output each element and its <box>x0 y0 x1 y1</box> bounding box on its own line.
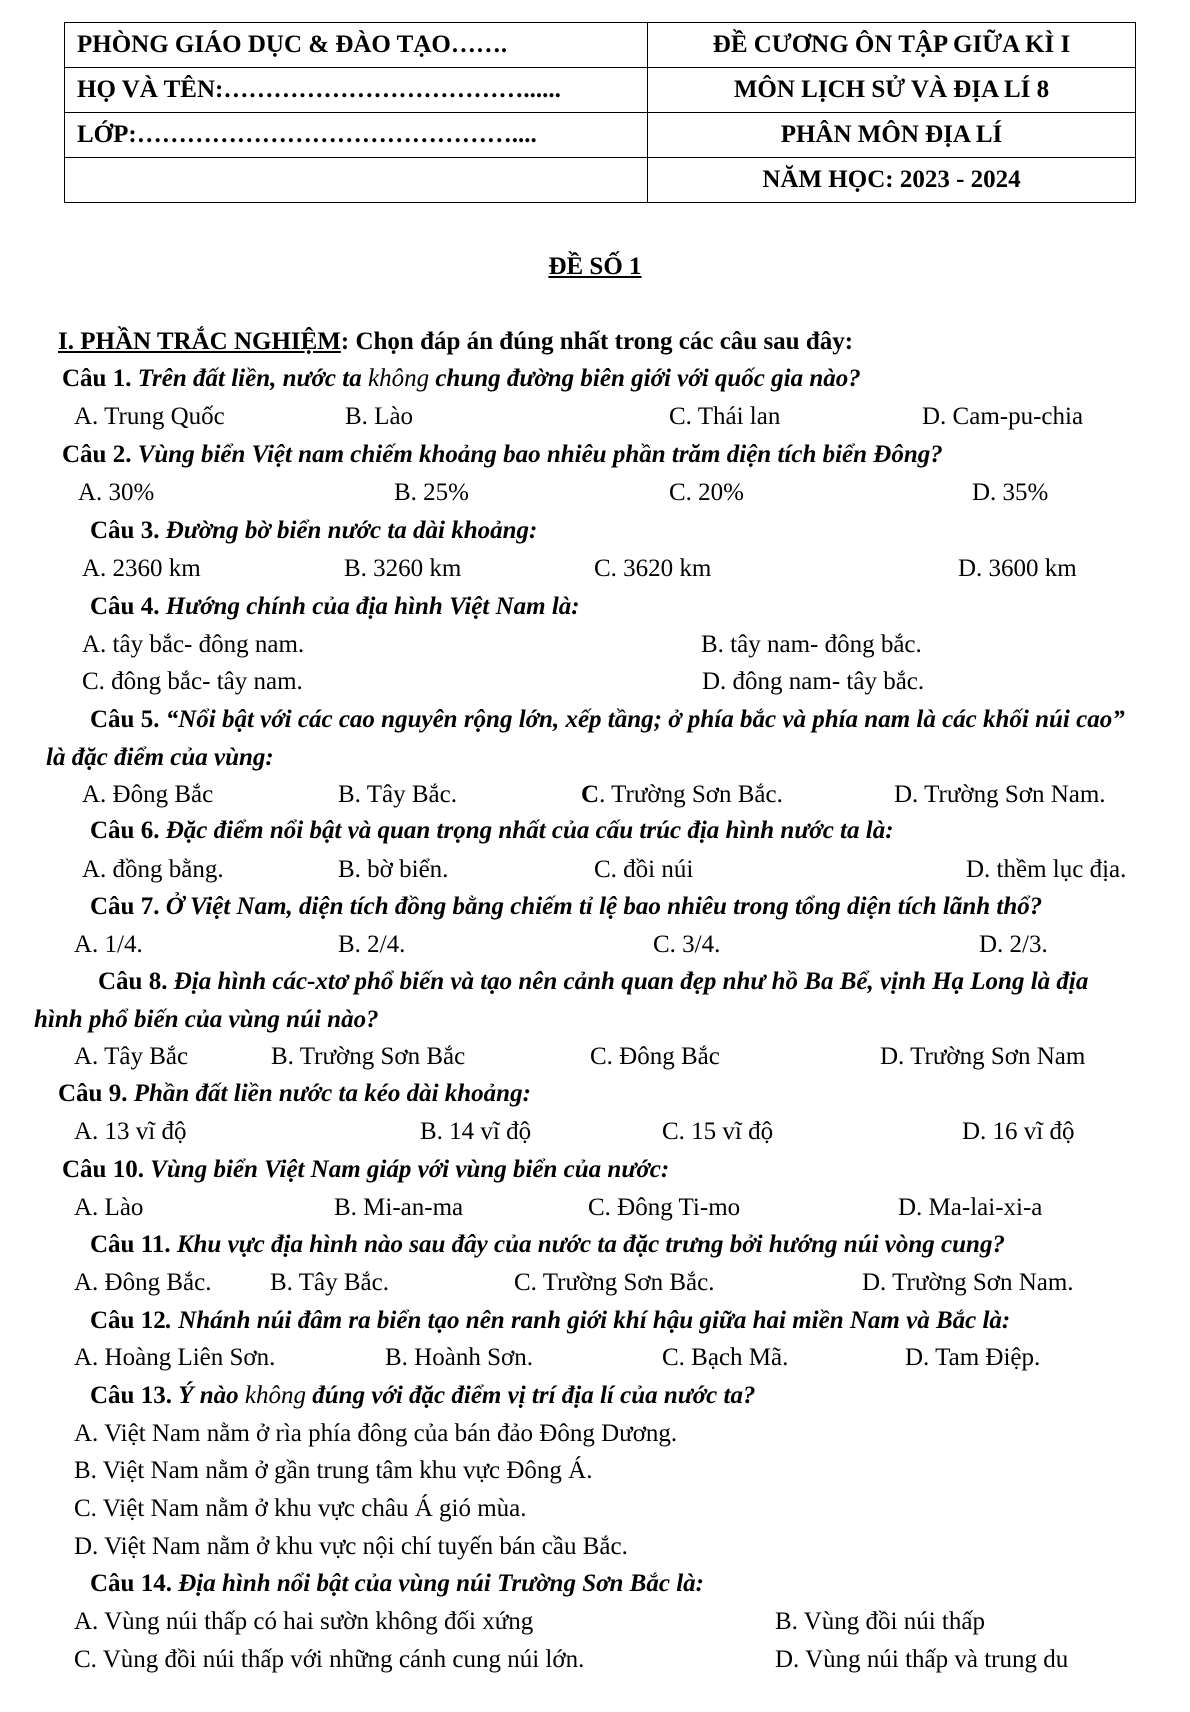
question-text: Đặc điểm nổi bật và quan trọng nhất của cấu trúc địa hình nước ta là: <box>159 817 894 844</box>
option-letter: C <box>581 781 600 808</box>
option-d: D. 2/3. <box>979 931 1048 958</box>
question-text: đúng với đặc điểm vị trí địa lí của nước ta? <box>306 1382 756 1409</box>
option-d: D. Trường Sơn Nam. <box>894 781 1106 808</box>
question-text: Địa hình các-xtơ phổ biến và tạo nên cảnh quan đẹp như hồ Ba Bể, vịnh Hạ Long là địa hình phổ biến của vùng núi nào? <box>34 968 1089 1033</box>
option-d: D. Trường Sơn Nam <box>880 1043 1086 1070</box>
question-10 <box>62 1155 669 1185</box>
option-text: . Trường Sơn Bắc. <box>599 781 783 808</box>
option-a: A. Việt Nam nằm ở rìa phía đông của bán đảo Đông Dương. <box>74 1420 678 1447</box>
option-d: D. 16 vĩ độ <box>962 1118 1075 1145</box>
option-a: A. Lào <box>74 1194 144 1221</box>
header-empty-cell <box>65 158 648 203</box>
question-text: Hướng chính của địa hình Việt Nam là: <box>159 593 580 620</box>
question-number: Câu 14. <box>90 1570 172 1597</box>
option-c: C. 20% <box>669 479 744 506</box>
option-c: C. 15 vĩ độ <box>662 1118 774 1145</box>
option-d: D. 35% <box>972 479 1049 506</box>
option-b: B. 25% <box>394 479 469 506</box>
option-c: C. Việt Nam nằm ở khu vực châu Á gió mùa. <box>74 1495 527 1522</box>
option-c: C. Vùng đồi núi thấp với những cánh cung núi lớn. <box>74 1646 585 1673</box>
header-department: PHÒNG GIÁO DỤC & ĐÀO TẠO……. <box>65 23 648 68</box>
question-number: Câu 13. <box>90 1382 172 1409</box>
question-text: chung đường biên giới với quốc gia nào? <box>429 365 861 392</box>
option-c <box>581 780 783 810</box>
question-4 <box>90 592 580 622</box>
question-text: Trên đất liền, nước ta <box>131 365 368 392</box>
question-number: Câu 4. <box>90 593 160 620</box>
question-text: Ở Việt Nam, diện tích đồng bằng chiếm tỉ lệ bao nhiêu trong tổng diện tích lãnh thổ? <box>159 893 1043 920</box>
option-a: A. tây bắc- đông nam. <box>82 631 305 658</box>
question-number: Câu 7. <box>90 893 160 920</box>
question-3 <box>90 516 537 546</box>
question-number: Câu 2. <box>62 441 132 468</box>
option-a: A. 13 vĩ độ <box>74 1118 187 1145</box>
option-d: D. Tam Điệp. <box>905 1344 1041 1371</box>
header-name-field: HỌ VÀ TÊN:………………………………...... <box>65 68 648 113</box>
option-d: D. Ma-lai-xi-a <box>898 1194 1043 1221</box>
header-school-year: NĂM HỌC: 2023 - 2024 <box>648 158 1136 203</box>
question-number: Câu 12 <box>90 1307 166 1334</box>
question-text: “Nổi bật với các cao nguyên rộng lớn, xếp tầng; ở phía bắc và phía nam là các khối núi cao” là đặc điểm của vùng: <box>46 706 1125 771</box>
question-11 <box>90 1230 1005 1260</box>
header-table <box>64 22 1136 203</box>
option-b: B. Tây Bắc. <box>270 1269 389 1296</box>
question-emphasis: không <box>367 365 430 392</box>
option-c: C. Thái lan <box>669 403 781 430</box>
question-6 <box>90 816 894 846</box>
option-c: C. 3620 km <box>594 555 712 582</box>
option-b: B. 2/4. <box>338 931 406 958</box>
option-a: A. 30% <box>78 479 155 506</box>
option-b: B. tây nam- đông bắc. <box>701 631 922 658</box>
option-a: A. Trung Quốc <box>74 403 225 430</box>
question-text: Vùng biển Việt nam chiếm khoảng bao nhiêu phần trăm diện tích biển Đông? <box>131 441 943 468</box>
header-sub-subject: PHÂN MÔN ĐỊA LÍ <box>648 113 1136 158</box>
section-instruction: : Chọn đáp án đúng nhất trong các câu sau đây: <box>340 328 854 355</box>
question-8 <box>34 963 1134 1039</box>
option-a: A. đồng bằng. <box>82 856 224 883</box>
question-text: Đường bờ biển nước ta dài khoảng: <box>159 517 538 544</box>
option-d: D. Vùng núi thấp và trung du <box>775 1646 1069 1673</box>
question-9 <box>58 1079 531 1109</box>
option-c: C. đồi núi <box>594 856 694 883</box>
option-d: D. Việt Nam nằm ở khu vực nội chí tuyến bán cầu Bắc. <box>74 1533 628 1560</box>
question-emphasis: không <box>244 1382 307 1409</box>
option-c: C. 3/4. <box>653 931 721 958</box>
header-doc-title: ĐỀ CƯƠNG ÔN TẬP GIỮA KÌ I <box>648 23 1136 68</box>
question-number: Câu 1. <box>62 365 132 392</box>
question-5 <box>46 701 1146 777</box>
option-b: B. 14 vĩ độ <box>420 1118 532 1145</box>
option-b: B. Hoành Sơn. <box>385 1344 533 1371</box>
header-subject: MÔN LỊCH SỬ VÀ ĐỊA LÍ 8 <box>648 68 1136 113</box>
section-title: I. PHẦN TRẮC NGHIỆM <box>58 328 341 355</box>
question-text: Vùng biển Việt Nam giáp với vùng biển của nước: <box>143 1156 670 1183</box>
question-13 <box>90 1381 755 1411</box>
option-d: D. 3600 km <box>958 555 1077 582</box>
option-b: B. Vùng đồi núi thấp <box>775 1608 985 1635</box>
option-b: B. Mi-an-ma <box>334 1194 464 1221</box>
option-b: B. Trường Sơn Bắc <box>271 1043 466 1070</box>
question-text: Ý nào <box>171 1382 245 1409</box>
option-c: C. Đông Ti-mo <box>588 1194 741 1221</box>
question-12 <box>90 1306 1010 1336</box>
option-c: C. Trường Sơn Bắc. <box>514 1269 715 1296</box>
question-number: Câu 5. <box>90 706 160 733</box>
option-a: A. 2360 km <box>82 555 201 582</box>
option-a: A. 1/4. <box>74 931 143 958</box>
option-d: D. Cam-pu-chia <box>922 403 1084 430</box>
option-b: B. 3260 km <box>344 555 462 582</box>
section-heading <box>58 328 853 356</box>
option-a: A. Đông Bắc. <box>74 1269 212 1296</box>
option-d: D. thềm lục địa. <box>966 856 1127 883</box>
header-class-field: LỚP:……………………………………….... <box>65 113 648 158</box>
option-a: A. Đông Bắc <box>82 781 214 808</box>
question-number: Câu 11. <box>90 1231 171 1258</box>
question-2 <box>62 440 943 470</box>
question-number: Câu 3. <box>90 517 160 544</box>
option-b: B. Lào <box>345 403 414 430</box>
exam-title: ĐỀ SỐ 1 <box>548 253 642 280</box>
question-number: Câu 8. <box>98 968 168 995</box>
question-1 <box>62 364 861 394</box>
question-number: Câu 6. <box>90 817 160 844</box>
option-b: B. bờ biển. <box>338 856 449 883</box>
option-a: A. Hoàng Liên Sơn. <box>74 1344 276 1371</box>
question-14 <box>90 1569 704 1599</box>
question-7 <box>90 892 1042 922</box>
option-d: D. đông nam- tây bắc. <box>702 668 925 695</box>
question-text: . Nhánh núi đâm ra biển tạo nên ranh giới khí hậu giữa hai miền Nam và Bắc là: <box>165 1307 1011 1334</box>
option-a: A. Vùng núi thấp có hai sườn không đối xứng <box>74 1608 534 1635</box>
question-number: Câu 9. <box>58 1080 128 1107</box>
question-number: Câu 10. <box>62 1156 144 1183</box>
option-c: C. Đông Bắc <box>590 1043 720 1070</box>
option-c: C. Bạch Mã. <box>662 1344 789 1371</box>
option-d: D. Trường Sơn Nam. <box>862 1269 1074 1296</box>
option-c: C. đông bắc- tây nam. <box>82 668 303 695</box>
option-a: A. Tây Bắc <box>74 1043 189 1070</box>
question-text: Địa hình nổi bật của vùng núi Trường Sơn Bắc là: <box>171 1570 704 1597</box>
question-text: Khu vực địa hình nào sau đây của nước ta đặc trưng bởi hướng núi vòng cung? <box>170 1231 1005 1258</box>
option-b: B. Tây Bắc. <box>338 781 457 808</box>
option-b: B. Việt Nam nằm ở gần trung tâm khu vực Đông Á. <box>74 1457 593 1484</box>
question-text: Phần đất liền nước ta kéo dài khoảng: <box>127 1080 531 1107</box>
